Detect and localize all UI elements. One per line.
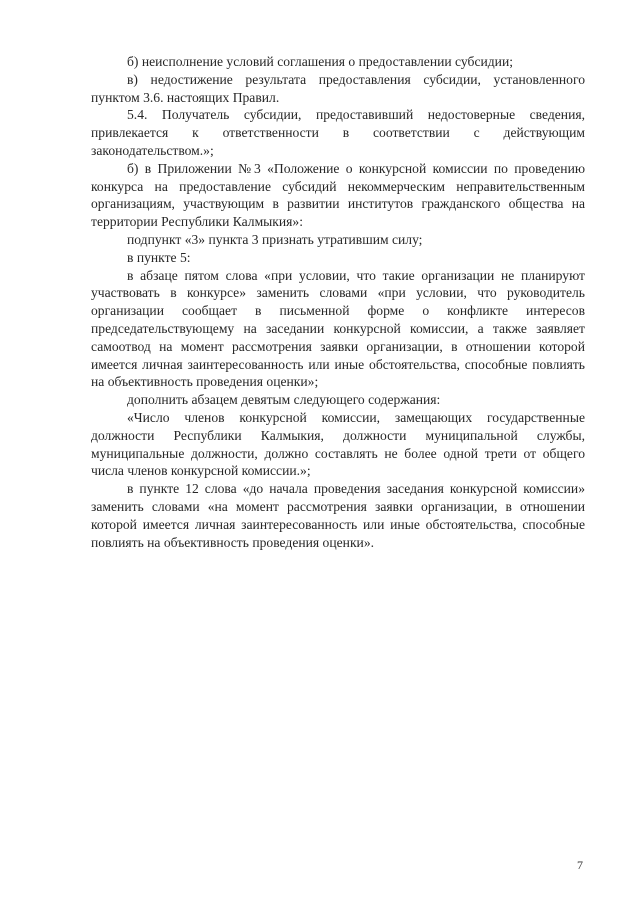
paragraph-10: в пункте 12 слова «до начала проведения заседания конкурсной комиссии» заменить словами «на момент рассмотрения заявки организации, в отношении которой имеется личная заинтересованность или иные обстоятельства, способные повлиять на объективность проведения оценки». <box>91 481 585 550</box>
paragraph-1: б) неисполнение условий соглашения о предоставлении субсидии; <box>127 54 514 69</box>
paragraph-4: б) в Приложении №3 «Положение о конкурсной комиссии по проведению конкурса на предоставление субсидий некоммерческим неправительственным организациям, участвующим в развитии институтов гражданского общества на территории Республики Калмыкия»: <box>91 160 585 230</box>
document-body <box>91 53 585 551</box>
paragraph-5: подпункт «3» пункта 3 признать утратившим силу; <box>127 231 423 247</box>
paragraph-6: в пункте 5: <box>127 249 191 265</box>
page-number: 7 <box>577 858 583 872</box>
paragraph-9: «Число членов конкурсной комиссии, замещающих государственные должности Республики Калмыкия, должности муниципальной службы, муниципальные должности, должно составлять не более одной трети от общего числа членов конкурсной комиссии.»; <box>91 409 585 479</box>
paragraph-2: в) недостижение результата предоставления субсидии, установленного пунктом 3.6. настоящих Правил. <box>91 71 585 105</box>
paragraph-8: дополнить абзацем девятым следующего содержания: <box>127 392 441 408</box>
paragraph-7: в абзаце пятом слова «при условии, что такие организации не планируют участвовать в конкурсе» заменить словами «при условии, что руководитель организации сообщает в письменной форме о конфликте интересов председательствующему на заседании конкурсной комиссии, а также заявляет самоотвод на момент рассмотрения заявки организации, в отношении которой имеется личная заинтересованность или иные обстоятельства, способные повлиять на объективность проведения оценки»; <box>91 267 585 390</box>
paragraph-3: 5.4. Получатель субсидии, предоставивший недостоверные сведения, привлекается к ответственности в соответствии с действующим законодательством.»; <box>91 107 585 158</box>
